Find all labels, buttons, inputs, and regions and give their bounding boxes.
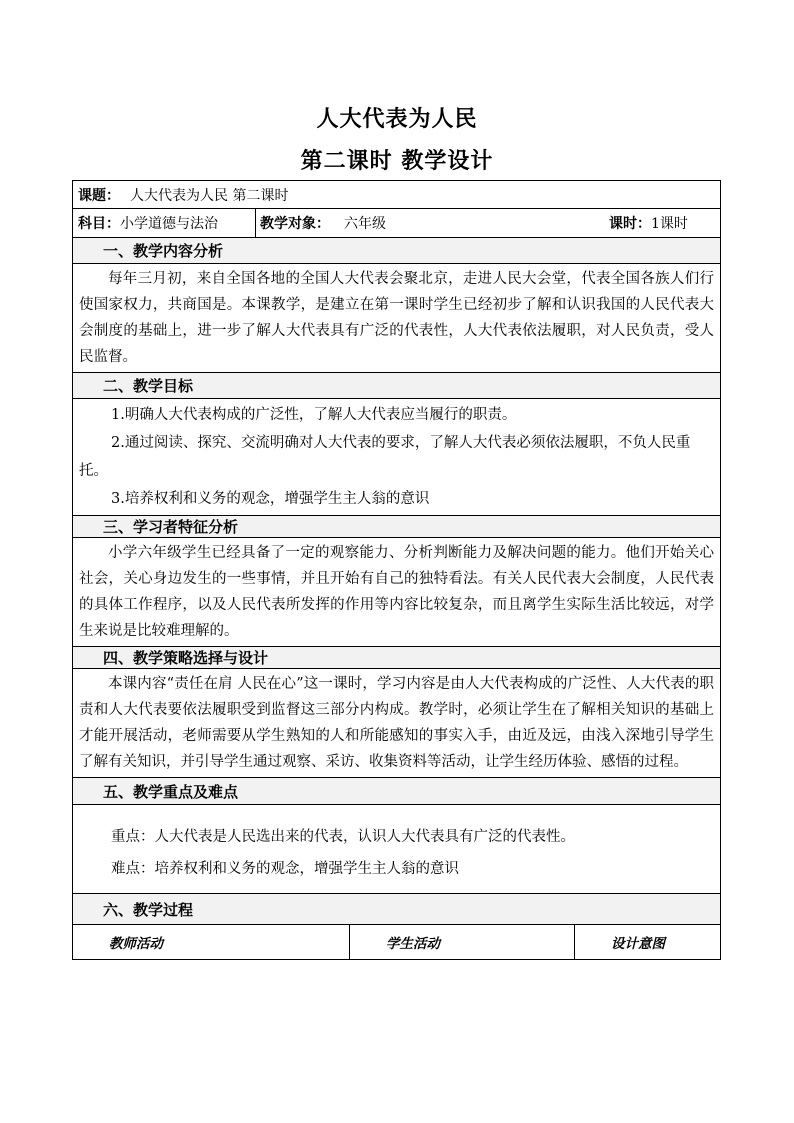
objective-item: 3.培养权利和义务的观念，增强学生主人翁的意识 <box>111 491 430 507</box>
subject-label: 科目： <box>78 216 120 232</box>
section-body <box>73 263 720 372</box>
teacher-activity-header: 教师活动 <box>73 925 350 959</box>
design-intent-header: 设计意图 <box>611 936 665 952</box>
audience-value: 六年级 <box>344 216 386 232</box>
topic-label: 课题： <box>78 187 120 204</box>
subject-row <box>73 208 720 237</box>
document-title: 人大代表为人民 <box>316 106 478 132</box>
section-heading: 六、教学过程 <box>73 894 720 924</box>
objective-item: 2.通过阅读、探究、交流明确对人大代表的要求，了解人大代表必须依法履职，不负人民重托。 <box>79 435 691 479</box>
hours-label: 课时： <box>609 216 651 232</box>
difficulty-text: 难点：培养权利和义务的观念，增强学生主人翁的意识 <box>111 861 459 877</box>
section-body <box>73 537 720 646</box>
student-activity-header: 学生活动 <box>350 925 575 959</box>
section-process <box>73 893 720 924</box>
section-objectives <box>73 372 720 398</box>
process-column-header <box>73 924 720 959</box>
content-analysis-text: 每年三月初，来自全国各地的全国人大代表会聚北京，走进人民大会堂，代表全国各族人们行使国家权力，共商国是。本课教学，是建立在第一课时学生已经初步了解和认识我国的人民代表大会制度的基础上，进一步了解人大代表具有广泛的代表性，人大代表依法履职，对人民负责，受人民监督。 <box>79 271 714 365</box>
audience-cell <box>256 209 523 237</box>
hours-value: 1课时 <box>651 216 688 232</box>
topic-value: 人大代表为人民 第二课时 <box>130 187 289 204</box>
strategy-text: 本课内容“责任在肩 人民在心”这一课时，学习内容是由人大代表构成的广泛性、人大代表的职责和人大代表要依法履职受到监督这三部分内构成。教学时，必须让学生在了解相关知识的基础上才能开展活动，老师需要从学生熟知的人和所能感知的事实入手，由近及远，由浅入深地引导学生了解有关知识，并引导学生通过观察、采访、收集资料等活动，让学生经历体验、感悟的过程。 <box>79 676 714 770</box>
audience-label: 教学对象： <box>260 216 330 232</box>
section-key-points <box>73 777 720 804</box>
section-heading: 一、教学内容分析 <box>73 238 720 263</box>
section-heading: 二、教学目标 <box>73 373 720 398</box>
hours-cell <box>523 209 720 237</box>
section-heading: 三、学习者特征分析 <box>73 516 720 537</box>
section-heading: 五、教学重点及难点 <box>73 778 720 804</box>
subject-value: 小学道德与法治 <box>120 216 218 232</box>
lesson-plan-table <box>72 180 721 960</box>
section-strategy <box>73 646 720 668</box>
objective-item: 1.明确人大代表构成的广泛性，了解人大代表应当履行的职责。 <box>111 407 517 423</box>
topic-row <box>73 181 720 208</box>
section-body <box>73 804 720 893</box>
section-content-analysis <box>73 237 720 263</box>
section-body <box>73 668 720 777</box>
section-heading: 四、教学策略选择与设计 <box>73 647 720 668</box>
document-subtitle: 第二课时 教学设计 <box>300 148 494 174</box>
key-point-text: 重点：人大代表是人民选出来的代表，认识人大代表具有广泛的代表性。 <box>111 829 575 845</box>
learner-analysis-text: 小学六年级学生已经具备了一定的观察能力、分析判断能力及解决问题的能力。他们开始关心社会，关心身边发生的一些事情，并且开始有自己的独特看法。有关人民代表大会制度，人民代表的具体工作程序，以及人民代表所发挥的作用等内容比较复杂，而且离学生实际生活比较远，对学生来说是比较难理解的。 <box>79 545 714 639</box>
section-body <box>73 398 720 515</box>
subject-cell <box>73 209 256 237</box>
section-learner-analysis <box>73 515 720 537</box>
